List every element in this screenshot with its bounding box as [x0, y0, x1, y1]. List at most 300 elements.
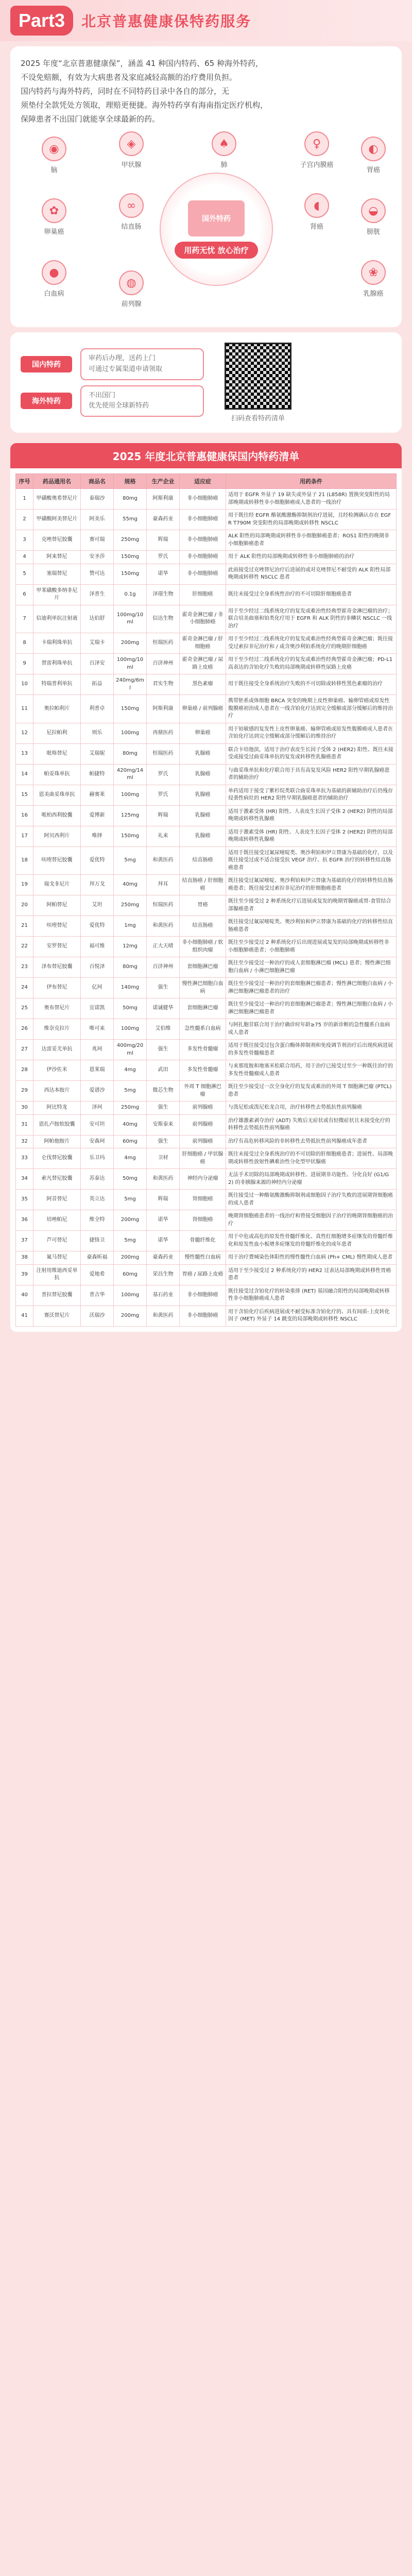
organ-item — [294, 131, 340, 169]
col-header: 药品通用名 — [33, 474, 81, 489]
table-cell: 适用于激素受体 (HR) 阳性、人表皮生长因子受体 2 (HER2) 阴性的局部晚期或转移性乳腺癌 — [226, 826, 397, 846]
table-cell: 250mg — [114, 530, 147, 551]
table-cell: 16 — [16, 805, 33, 826]
table-cell: 肝细胞癌 — [180, 584, 226, 605]
table-cell: 乳腺癌 — [180, 743, 226, 764]
table-row — [16, 551, 397, 564]
table-cell: 26 — [16, 1019, 33, 1040]
table-cell: 22 — [16, 937, 33, 957]
organ-label: 脑 — [50, 166, 58, 174]
table-cell: 豪森药业 — [147, 1251, 180, 1265]
table-cell: 奥布替尼片 — [33, 998, 81, 1019]
table-cell: 12 — [16, 723, 33, 743]
table-cell: 100mg/10ml — [114, 654, 147, 674]
table-cell: 强生 — [147, 1135, 180, 1148]
col-header: 序号 — [16, 474, 33, 489]
domestic-tag: 国内特药 — [21, 356, 72, 372]
table-cell: 既往接受过氟尿嘧啶类、奥沙利铂和伊立替康为基础的化疗的转移性结直肠癌患者 — [226, 916, 397, 937]
table-cell: 爱优特 — [81, 846, 114, 875]
table-cell: 27 — [16, 1040, 33, 1060]
table-cell: 无法手术切除的局部晚期或转移性、进展期非功能性、分化良好 (G1/G2) 的非胰腺来源的神经内分泌瘤 — [226, 1169, 397, 1190]
table-cell: 适用于激素受体 (HR) 阳性、人表皮生长因子受体 2 (HER2) 阴性的局部晚期或转移性乳腺癌 — [226, 805, 397, 826]
thyroid-icon: ◈ — [119, 131, 144, 156]
table-cell: 诺华 — [147, 1210, 180, 1231]
table-row — [16, 1190, 397, 1210]
table-cell: 乳腺癌 — [180, 764, 226, 785]
table-cell: 5mg — [114, 1081, 147, 1101]
list-title: 2025 年度北京普惠健康保国内特药清单 — [10, 443, 402, 468]
table-row — [16, 895, 397, 916]
table-cell: 80mg — [114, 743, 147, 764]
table-cell: 甲磺酸奥希替尼片 — [33, 489, 81, 510]
domestic-row — [21, 348, 204, 380]
table-cell: 艾瑞妮 — [81, 743, 114, 764]
table-row — [16, 1148, 397, 1169]
table-cell: 骨髓纤维化 — [180, 1231, 226, 1251]
organ-label: 子宫内膜癌 — [300, 161, 334, 169]
col-header: 用药条件 — [226, 474, 397, 489]
table-cell: 治疗雄激素剥夺治疗 (ADT) 失败后无症状或有轻微症状且未接受化疗的转移性去势抵抗性前列腺癌 — [226, 1114, 397, 1135]
table-cell: 恩美曲妥珠单抗 — [33, 785, 81, 805]
table-cell: 17 — [16, 826, 33, 846]
table-cell: 50mg — [114, 1169, 147, 1190]
organ-label: 前列腺 — [121, 300, 142, 308]
colon-icon: ∞ — [119, 193, 144, 218]
table-cell: 用于至少经过二线系统化疗的复发或难治性经典型霍奇金淋巴瘤；PD-L1 高表达的含铂化疗失败的局部晚期或转移性尿路上皮癌 — [226, 654, 397, 674]
table-cell: 霍奇金淋巴瘤 / 尿路上皮癌 — [180, 654, 226, 674]
table-cell: 帕妥珠单抗 — [33, 764, 81, 785]
table-cell: 40mg — [114, 1114, 147, 1135]
table-row — [16, 1081, 397, 1101]
table-cell: 31 — [16, 1114, 33, 1135]
table-cell: 安可坦 — [81, 1114, 114, 1135]
qr-code[interactable] — [225, 343, 291, 410]
table-cell: 沃瑞沙 — [81, 1306, 114, 1326]
table-cell: 用于铂敏感的复发性上皮性卵巢癌、输卵管癌或原发性腹膜癌成人患者在含铂化疗达到完全缓解或部分缓解后的维持治疗 — [226, 723, 397, 743]
table-cell: 诺华 — [147, 1231, 180, 1251]
table-cell: 培唑帕尼 — [33, 1210, 81, 1231]
table-cell: 40mg — [114, 875, 147, 895]
table-cell: 强生 — [147, 978, 180, 998]
organ-label: 肺 — [220, 161, 228, 169]
organ-item — [31, 137, 77, 174]
organ-item — [108, 131, 154, 169]
overseas-tag: 海外特药 — [21, 393, 72, 409]
table-cell: 阿帕他胺片 — [33, 1135, 81, 1148]
table-cell: 再鼎医药 — [147, 723, 180, 743]
header — [0, 0, 412, 41]
table-cell: 肾细胞癌 — [180, 1190, 226, 1210]
table-cell: 60mg — [114, 1264, 147, 1285]
table-body — [16, 489, 397, 1327]
organ-item — [108, 193, 154, 231]
table-row — [16, 978, 397, 998]
table-cell: 索凡替尼胶囊 — [33, 1169, 81, 1190]
table-cell: 用于既往接受全身系统治疗失败的不可切除或转移性黑色素瘤的治疗 — [226, 674, 397, 695]
table-cell: 阿斯利康 — [147, 695, 180, 723]
table-cell: 既往至少接受过一种治疗的套细胞淋巴瘤患者；慢性淋巴细胞白血病 / 小淋巴细胞淋巴瘤患者 — [226, 998, 397, 1019]
table-cell: 阿帕替尼 — [33, 895, 81, 916]
table-cell: 25 — [16, 998, 33, 1019]
organ-label: 胃癌 — [366, 166, 380, 174]
table-cell: 38 — [16, 1251, 33, 1265]
table-cell: 诺华 — [147, 564, 180, 584]
table-cell: 和黄医药 — [147, 846, 180, 875]
table-row — [16, 743, 397, 764]
table-cell: 200mg — [114, 1306, 147, 1326]
table-cell: 安森珂 — [81, 1135, 114, 1148]
table-cell: 400mg/20ml — [114, 1040, 147, 1060]
table-cell: 多发性骨髓瘤 — [180, 1060, 226, 1081]
table-cell: 既往至少接受过一次全身化疗的复发或难治的外周 T 细胞淋巴瘤 (PTCL) 患者 — [226, 1081, 397, 1101]
table-cell: 和黄医药 — [147, 916, 180, 937]
table-cell: 呋喹替尼 — [33, 916, 81, 937]
table-cell: 恒瑞医药 — [147, 633, 180, 654]
table-row — [16, 1251, 397, 1265]
table-cell: 150mg — [114, 695, 147, 723]
table-cell: 泰瑞沙 — [81, 489, 114, 510]
organ-item — [108, 270, 154, 308]
table-row — [16, 846, 397, 875]
table-cell: 百济神州 — [147, 654, 180, 674]
access-card — [10, 332, 402, 433]
table-cell: 尼拉帕利 — [33, 723, 81, 743]
table-cell: 150mg — [114, 551, 147, 564]
table-header-row — [16, 474, 397, 489]
table-row — [16, 584, 397, 605]
brain-icon: ◉ — [42, 137, 66, 161]
table-cell: 5mg — [114, 1231, 147, 1251]
table-cell: 胃癌 — [180, 895, 226, 916]
table-row — [16, 1169, 397, 1190]
table-cell: 泽普生 — [81, 584, 114, 605]
table-cell: 哌柏西利胶囊 — [33, 805, 81, 826]
table-cell: 结直肠癌 / 肝细胞癌 — [180, 875, 226, 895]
table-cell: 爱博新 — [81, 805, 114, 826]
table-cell: 联合卡培他滨，适用于治疗表皮生长因子受体 2 (HER2) 阳性、既往未接受或接受过曲妥珠单抗的复发或转移性乳腺癌患者 — [226, 743, 397, 764]
table-cell: 3 — [16, 530, 33, 551]
table-cell: 替雷利珠单抗 — [33, 654, 81, 674]
table-cell: 既往至少接受过一种治疗的成人套细胞淋巴瘤 (MCL) 患者；慢性淋巴细胞白血病 / 小淋巴细胞淋巴瘤 — [226, 957, 397, 978]
table-cell: 恩莱瑞 — [81, 1060, 114, 1081]
table-cell: 250mg — [114, 1101, 147, 1115]
organ-label: 结直肠 — [121, 223, 142, 231]
table-cell: 福可维 — [81, 937, 114, 957]
table-cell: 帕捷特 — [81, 764, 114, 785]
table-cell: 达伯舒 — [81, 605, 114, 633]
table-row — [16, 1101, 397, 1115]
table-cell: 4mg — [114, 1148, 147, 1169]
table-cell: 乳腺癌 — [180, 805, 226, 826]
table-cell: 20 — [16, 895, 33, 916]
table-row — [16, 1231, 397, 1251]
table-cell: 阿昔替尼 — [33, 1190, 81, 1210]
table-cell: 19 — [16, 875, 33, 895]
table-cell: 爱谱沙 — [81, 1081, 114, 1101]
table-cell: 利普卓 — [81, 695, 114, 723]
table-cell: 艾坦 — [81, 895, 114, 916]
organ-item — [350, 260, 397, 298]
table-cell: 泽布替尼胶囊 — [33, 957, 81, 978]
organ-item — [350, 198, 397, 236]
table-cell: 强生 — [147, 1101, 180, 1115]
center-ring — [160, 173, 273, 286]
table-cell: 200mg — [114, 1210, 147, 1231]
table-cell: 100mg — [114, 785, 147, 805]
table-cell: 9 — [16, 654, 33, 674]
table-cell: 慢性髓性白血病 — [180, 1251, 226, 1265]
table-cell: 普吉华 — [81, 1285, 114, 1306]
table-cell: 携带胚系或体细胞 BRCA 突变的晚期上皮性卵巢癌、输卵管癌或原发性腹膜癌初治成人患者在一线含铂化疗达到完全缓解或部分缓解后的维持治疗 — [226, 695, 397, 723]
table-cell: 非小细胞肺癌 — [180, 530, 226, 551]
organ-item — [201, 131, 247, 169]
table-cell: 用于既往经 EGFR 酪氨酸激酶抑制剂治疗进展，且经检测确认存在 EGFR T790M 突变阳性的局部晚期或转移性 NSCLC — [226, 510, 397, 530]
table-cell: 维奈克拉片 — [33, 1019, 81, 1040]
table-cell: 非小细胞肺癌 — [180, 1306, 226, 1326]
table-cell: 55mg — [114, 510, 147, 530]
table-cell: 和黄医药 — [147, 1306, 180, 1326]
table-cell: 5mg — [114, 846, 147, 875]
table-row — [16, 1264, 397, 1285]
table-cell: 卵巢癌 — [180, 723, 226, 743]
table-cell: 肾细胞癌 — [180, 1210, 226, 1231]
table-cell: 13 — [16, 743, 33, 764]
table-cell: 乳腺癌 — [180, 785, 226, 805]
table-cell: 420mg/14ml — [114, 764, 147, 785]
table-cell: 泽璟生物 — [147, 584, 180, 605]
table-row — [16, 1306, 397, 1326]
table-row — [16, 510, 397, 530]
table-cell: 安斯泰来 — [147, 1114, 180, 1135]
table-cell: 单药适用于接受了紫杉烷类联合曲妥珠单抗为基础的新辅助治疗后仍残存侵袭性病灶的 HER2 阳性早期乳腺癌患者的辅助治疗 — [226, 785, 397, 805]
table-cell: 慢性淋巴细胞白血病 — [180, 978, 226, 998]
table-cell: 33 — [16, 1148, 33, 1169]
table-row — [16, 1210, 397, 1231]
drug-box: 国外特药 — [188, 200, 245, 236]
table-cell: 40 — [16, 1285, 33, 1306]
table-cell: 既往接受过含铂化疗的转染重排 (RET) 基因融合阳性的局部晚期或转移性非小细胞肺癌成人患者 — [226, 1285, 397, 1306]
table-cell: 100mg — [114, 1019, 147, 1040]
table-cell: 胃癌 / 尿路上皮癌 — [180, 1264, 226, 1285]
table-cell: 前列腺癌 — [180, 1101, 226, 1115]
table-cell: 微芯生物 — [147, 1081, 180, 1101]
table-cell: 晚期肾细胞癌患者的一线治疗和曾接受细胞因子治疗的晚期肾细胞癌的治疗 — [226, 1210, 397, 1231]
table-cell: 神经内分泌瘤 — [180, 1169, 226, 1190]
table-cell: 1 — [16, 489, 33, 510]
table-row — [16, 1060, 397, 1081]
table-cell: 辉瑞 — [147, 1190, 180, 1210]
organ-label: 乳腺癌 — [363, 290, 384, 298]
intro-line: 不设免赔额，有效为大病患者及家庭减轻高额的治疗费用负担。 — [21, 73, 237, 82]
table-row — [16, 785, 397, 805]
table-cell: 兆珂 — [81, 1040, 114, 1060]
table-cell: 用于至少经过二线系统化疗的复发或难治性经典型霍奇金淋巴瘤；既往接受过索拉非尼治疗和 / 或含奥沙利铂系统化疗的晚期肝细胞癌 — [226, 633, 397, 654]
kidney-icon: ◖ — [304, 193, 329, 218]
table-cell: 唯择 — [81, 826, 114, 846]
table-cell: 8 — [16, 633, 33, 654]
blood-icon: ● — [42, 260, 66, 285]
table-cell: 29 — [16, 1081, 33, 1101]
table-cell: 肝细胞癌 / 甲状腺癌 — [180, 1148, 226, 1169]
table-cell: 既往接受过一种酪氨酸激酶抑制剂或细胞因子治疗失败的进展期肾细胞癌的成人患者 — [226, 1190, 397, 1210]
table-cell: 150mg — [114, 826, 147, 846]
table-cell: 100mg/10ml — [114, 605, 147, 633]
intro-card — [10, 46, 402, 327]
intro-line: 2025 年度“北京普惠健康保”，涵盖 41 种国内特药、65 种海外特药， — [21, 59, 263, 68]
organ-item — [350, 137, 397, 174]
table-cell: 荣昌生物 — [147, 1264, 180, 1285]
table-cell: 仑伐替尼胶囊 — [33, 1148, 81, 1169]
table-cell: 信达生物 — [147, 605, 180, 633]
table-cell: 15 — [16, 785, 33, 805]
table-cell: 正大天晴 — [147, 937, 180, 957]
table-cell: 多发性骨髓瘤 — [180, 1040, 226, 1060]
table-cell: 治疗有高危转移风险的非转移性去势抵抗性前列腺癌成年患者 — [226, 1135, 397, 1148]
table-row — [16, 695, 397, 723]
table-cell: 41 — [16, 1306, 33, 1326]
table-cell: 用于治疗费城染色体阳性的慢性髓性白血病 (Ph+ CML) 慢性期成人患者 — [226, 1251, 397, 1265]
table-cell: 阿来替尼 — [33, 551, 81, 564]
table-cell: 与泼尼松或泼尼松龙合用，治疗转移性去势抵抗性前列腺癌 — [226, 1101, 397, 1115]
overseas-desc: 不出国门 优先使用全球新特药 — [80, 385, 204, 417]
table-cell: 结直肠癌 — [180, 846, 226, 875]
table-cell: 英立达 — [81, 1190, 114, 1210]
table-cell: 强生 — [147, 1040, 180, 1060]
organ-label: 肾癌 — [310, 223, 323, 231]
table-cell: 10 — [16, 674, 33, 695]
table-cell: 与曲妥珠单抗和化疗联合用于具有高复发风险 HER2 阳性早期乳腺癌患者的辅助治疗 — [226, 764, 397, 785]
table-cell: 克唑替尼胶囊 — [33, 530, 81, 551]
table-cell: 用于含铂化疗后疾病进展或不耐受标准含铂化疗的、具有间质-上皮转化因子 (MET) 外显子 14 跳变的局部晚期或转移性 NSCLC — [226, 1306, 397, 1326]
bladder-icon: ◒ — [361, 198, 386, 223]
table-cell: 西达本胺片 — [33, 1081, 81, 1101]
table-cell: 28 — [16, 1060, 33, 1081]
table-cell: 非小细胞肺癌 — [180, 510, 226, 530]
table-cell: 赫赛莱 — [81, 785, 114, 805]
table-cell: 1mg — [114, 916, 147, 937]
table-cell: 伊布替尼 — [33, 978, 81, 998]
table-cell: 80mg — [114, 489, 147, 510]
table-cell: 5mg — [114, 1190, 147, 1210]
table-cell: 奥拉帕利片 — [33, 695, 81, 723]
col-header: 生产企业 — [147, 474, 180, 489]
table-cell: 塞瑞替尼 — [33, 564, 81, 584]
header-title: 北京普惠健康保特药服务 — [81, 13, 252, 30]
organ-label: 甲状腺 — [121, 161, 142, 169]
table-cell: 艾伯维 — [147, 1019, 180, 1040]
table-cell: 200mg — [114, 633, 147, 654]
table-cell: 既往至少接受过一种治疗的套细胞淋巴瘤患者；慢性淋巴细胞白血病 / 小淋巴细胞淋巴瘤患者的治疗 — [226, 978, 397, 998]
table-row — [16, 875, 397, 895]
table-cell: 泽珂 — [81, 1101, 114, 1115]
part-badge: Part3 — [10, 6, 73, 36]
table-cell: 适用于既往接受过包含蛋白酶体抑制剂和免疫调节剂治疗后出现疾病进展的多发性骨髓瘤患者 — [226, 1040, 397, 1060]
table-cell: 结直肠癌 — [180, 916, 226, 937]
table-cell: 拜万戈 — [81, 875, 114, 895]
table-cell: 12mg — [114, 937, 147, 957]
table-cell: 阿美乐 — [81, 510, 114, 530]
table-cell: 乳腺癌 — [180, 826, 226, 846]
table-cell: 适用于既往接受过氟尿嘧啶类、奥沙利铂和伊立替康为基础的化疗，以及既往接受过或不适合接受抗 VEGF 治疗、抗 EGFR 治疗的转移性结直肠癌患者 — [226, 846, 397, 875]
table-row — [16, 723, 397, 743]
table-cell: 注射用维迪西妥单抗 — [33, 1264, 81, 1285]
table-cell: 赞可达 — [81, 564, 114, 584]
organ-item — [31, 260, 77, 298]
table-cell: 甲磺酸阿美替尼片 — [33, 510, 81, 530]
table-cell: 用于中危或高危的原发性骨髓纤维化、真性红细胞增多症继发的骨髓纤维化和原发性血小板增多症继发的骨髓纤维化的成年患者 — [226, 1231, 397, 1251]
table-cell: 安罗替尼 — [33, 937, 81, 957]
table-cell: 氟马替尼 — [33, 1251, 81, 1265]
table-cell: 和黄医药 — [147, 1169, 180, 1190]
table-row — [16, 489, 397, 510]
table-cell: 18 — [16, 846, 33, 875]
table-cell: 特瑞普利单抗 — [33, 674, 81, 695]
table-row — [16, 1135, 397, 1148]
domestic-desc: 审药后办理，送药上门 可通过专属渠道申请领取 — [80, 348, 204, 380]
table-cell: 既往接受过氟尿嘧啶、奥沙利铂和伊立替康为基础的化疗的转移性结直肠癌患者；既往接受过索拉非尼治疗的肝细胞癌患者 — [226, 875, 397, 895]
table-cell: 拜耳 — [147, 875, 180, 895]
table-cell: 80mg — [114, 957, 147, 978]
table-cell: 与来那度胺和地塞米松联合用药，用于治疗已接受过至少一种既往治疗的多发性骨髓瘤成人患者 — [226, 1060, 397, 1081]
table-row — [16, 633, 397, 654]
table-cell: 百悦泽 — [81, 957, 114, 978]
table-cell: 诺诚健华 — [147, 998, 180, 1019]
table-card — [10, 468, 402, 1332]
organ-diagram — [21, 131, 391, 317]
table-cell: 既往未接受过全身系统性治疗的不可切除肝细胞癌患者 — [226, 584, 397, 605]
table-cell: 瑞戈非尼片 — [33, 875, 81, 895]
table-cell: 37 — [16, 1231, 33, 1251]
table-cell: 适用于至少接受过 2 种系统化疗的 HER2 过表达局部晚期或转移性胃癌患者 — [226, 1264, 397, 1285]
table-cell: 4 — [16, 551, 33, 564]
table-cell: 伊沙佐米 — [33, 1060, 81, 1081]
table-cell: 前列腺癌 — [180, 1135, 226, 1148]
table-cell: 用于至少经过二线系统化疗的复发或难治性经典型霍奇金淋巴瘤的治疗；联合培美曲塞和铂类化疗用于 EGFR 和 ALK 阴性的非鳞状 NSCLC 一线治疗 — [226, 605, 397, 633]
table-cell: 礼来 — [147, 826, 180, 846]
table-cell: 适用于 EGFR 外显子 19 缺失或外显子 21 (L858R) 置换突变阳性的局部晚期或转移性非小细胞肺癌成人患者的一线治疗 — [226, 489, 397, 510]
table-row — [16, 764, 397, 785]
table-cell: 亿珂 — [81, 978, 114, 998]
table-cell: 豪森药业 — [147, 510, 180, 530]
table-cell: 用于 ALK 阳性的局部晚期或转移性非小细胞肺癌的治疗 — [226, 551, 397, 564]
table-cell: 辉瑞 — [147, 530, 180, 551]
table-row — [16, 916, 397, 937]
table-cell: 百济神州 — [147, 957, 180, 978]
table-cell: 非小细胞肺癌 — [180, 564, 226, 584]
table-cell: 32 — [16, 1135, 33, 1148]
intro-line: 须垫付全款凭处方领取，理赔更便捷。海外特药享有海南指定医疗机构， — [21, 100, 268, 110]
table-cell: 呋喹替尼胶囊 — [33, 846, 81, 875]
table-cell: 吡咯替尼 — [33, 743, 81, 764]
table-cell: 百泽安 — [81, 654, 114, 674]
table-cell: 普拉替尼胶囊 — [33, 1285, 81, 1306]
organ-label: 白血病 — [44, 290, 64, 298]
ovary-icon: ✿ — [42, 198, 66, 223]
table-cell: 恒瑞医药 — [147, 743, 180, 764]
table-cell: 前列腺癌 — [180, 1114, 226, 1135]
table-cell: 豪森昕福 — [81, 1251, 114, 1265]
table-cell: 既往至少接受过 2 种系统化疗后出现进展或复发的局部晚期或转移性非小细胞肺癌患者；小细胞肺癌 — [226, 937, 397, 957]
table-cell: 150mg — [114, 564, 147, 584]
table-cell: 200mg — [114, 1251, 147, 1265]
table-cell: 11 — [16, 695, 33, 723]
table-cell: 则乐 — [81, 723, 114, 743]
table-row — [16, 1285, 397, 1306]
table-cell: 阿比特龙 — [33, 1101, 81, 1115]
table-cell: 芦可替尼 — [33, 1231, 81, 1251]
table-cell: 安圣莎 — [81, 551, 114, 564]
qr-label: 扫码查看特药清单 — [231, 415, 285, 422]
